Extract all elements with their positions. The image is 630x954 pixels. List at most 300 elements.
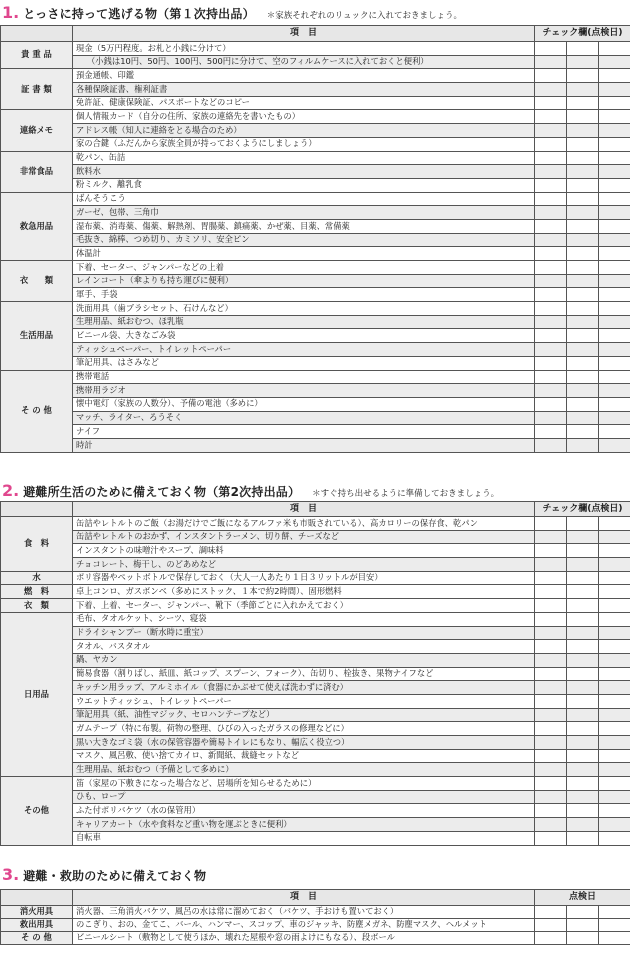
table-row	[1, 694, 630, 708]
item-cell: 時計	[73, 438, 535, 452]
check-cell[interactable]	[567, 653, 599, 667]
header-item: 項 目	[73, 26, 535, 42]
check-cell[interactable]	[535, 288, 567, 302]
item-cell: ティッシュペーパー、トイレットペーパー	[73, 343, 535, 357]
item-cell: 洗面用具（歯ブラシセット、石けんなど）	[73, 302, 535, 316]
check-cell[interactable]	[599, 694, 630, 708]
check-cell[interactable]	[599, 438, 630, 452]
table-row	[1, 247, 630, 261]
check-cell[interactable]	[599, 397, 630, 411]
check-cell[interactable]	[599, 585, 630, 599]
check-cell[interactable]	[599, 288, 630, 302]
item-cell: チョコレート、梅干し、のどあめなど	[73, 558, 535, 572]
check-cell[interactable]	[567, 411, 599, 425]
check-cell[interactable]	[599, 137, 630, 151]
check-cell[interactable]	[535, 530, 567, 544]
check-cell[interactable]	[567, 42, 599, 56]
check-cell[interactable]	[567, 919, 599, 932]
check-cell[interactable]	[567, 124, 599, 138]
check-cell[interactable]	[599, 42, 630, 56]
check-cell[interactable]	[599, 558, 630, 572]
item-cell: （小銭は10円、50円、100円、500円に分けて、空のフィルムケースに入れておくと便利）	[73, 55, 535, 69]
check-cell[interactable]	[599, 517, 630, 531]
table-row	[1, 356, 630, 370]
table-row	[1, 722, 630, 736]
item-cell: 各種保険証書、権利証書	[73, 83, 535, 97]
check-cell[interactable]	[599, 804, 630, 818]
check-cell[interactable]	[535, 708, 567, 722]
table-row	[1, 919, 630, 932]
check-cell[interactable]	[599, 571, 630, 585]
item-cell: 飲料水	[73, 165, 535, 179]
check-cell[interactable]	[567, 544, 599, 558]
check-cell[interactable]	[535, 722, 567, 736]
header-item: 項 目	[73, 502, 535, 517]
item-cell: 下着、上着、セーター、ジャンパー、靴下（季節ごとに入れかえておく）	[73, 599, 535, 613]
check-cell[interactable]	[567, 932, 599, 945]
table-row	[1, 438, 630, 452]
check-cell[interactable]	[599, 274, 630, 288]
check-cell[interactable]	[535, 233, 567, 247]
check-cell[interactable]	[535, 178, 567, 192]
table-row	[1, 530, 630, 544]
check-cell[interactable]	[567, 83, 599, 97]
section2-heading	[2, 481, 499, 499]
category-cell: そ の 他	[1, 932, 73, 945]
check-cell[interactable]	[535, 599, 567, 613]
check-cell[interactable]	[567, 804, 599, 818]
section3-heading	[2, 865, 206, 883]
item-cell: 自転車	[73, 831, 535, 845]
check-cell[interactable]	[599, 544, 630, 558]
item-cell: 懐中電灯（家族の人数分）、予備の電池（多めに）	[73, 397, 535, 411]
check-cell[interactable]	[535, 517, 567, 531]
category-cell: そ の 他	[1, 370, 73, 452]
category-cell: 衣 類	[1, 261, 73, 302]
item-cell: キッチン用ラップ、アルミホイル（食器にかぶせて使えば洗わずに済む）	[73, 681, 535, 695]
check-cell[interactable]	[567, 165, 599, 179]
category-cell: 食 料	[1, 517, 73, 572]
check-cell[interactable]	[599, 653, 630, 667]
check-cell[interactable]	[599, 722, 630, 736]
category-cell: 日用品	[1, 612, 73, 776]
section1-number: 1.	[2, 3, 20, 22]
item-cell: タオル、バスタオル	[73, 640, 535, 654]
header-check: チェック欄(点検日)	[535, 26, 630, 42]
check-cell[interactable]	[599, 165, 630, 179]
check-cell[interactable]	[535, 370, 567, 384]
check-cell[interactable]	[567, 517, 599, 531]
check-cell[interactable]	[535, 384, 567, 398]
item-cell: キャリアカート（水や食料など重い物を運ぶときに便利）	[73, 818, 535, 832]
check-cell[interactable]	[535, 804, 567, 818]
check-cell[interactable]	[535, 906, 567, 919]
check-cell[interactable]	[535, 544, 567, 558]
check-cell[interactable]	[599, 233, 630, 247]
item-cell: 粉ミルク、離乳食	[73, 178, 535, 192]
check-cell[interactable]	[567, 571, 599, 585]
item-cell: 軍手、手袋	[73, 288, 535, 302]
check-cell[interactable]	[535, 425, 567, 439]
table-row	[1, 831, 630, 845]
check-cell[interactable]	[567, 384, 599, 398]
check-cell[interactable]	[599, 640, 630, 654]
table-row	[1, 151, 630, 165]
table-row	[1, 790, 630, 804]
table-row	[1, 178, 630, 192]
check-cell[interactable]	[567, 178, 599, 192]
table-row	[1, 558, 630, 572]
item-cell: ひも、ロープ	[73, 790, 535, 804]
check-cell[interactable]	[599, 599, 630, 613]
check-cell[interactable]	[599, 83, 630, 97]
table-row	[1, 165, 630, 179]
item-cell: 家の合鍵（ふだんから家族全員が持っておくようにしましょう）	[73, 137, 535, 151]
check-cell[interactable]	[535, 151, 567, 165]
item-cell: 湿布薬、消毒薬、傷薬、解熱剤、胃腸薬、鎮痛薬、かぜ薬、目薬、常備薬	[73, 219, 535, 233]
table-header-row	[1, 26, 630, 42]
check-cell[interactable]	[535, 612, 567, 626]
check-cell[interactable]	[599, 777, 630, 791]
check-cell[interactable]	[567, 206, 599, 220]
check-cell[interactable]	[567, 288, 599, 302]
check-cell[interactable]	[535, 571, 567, 585]
table-row	[1, 192, 630, 206]
table-row	[1, 777, 630, 791]
check-cell[interactable]	[567, 219, 599, 233]
header-check: 点検日	[535, 890, 630, 906]
category-cell: 消火用具	[1, 906, 73, 919]
table-row	[1, 219, 630, 233]
check-cell[interactable]	[535, 558, 567, 572]
check-cell[interactable]	[567, 151, 599, 165]
category-cell: 衣 類	[1, 599, 73, 613]
check-cell[interactable]	[599, 626, 630, 640]
check-cell[interactable]	[567, 425, 599, 439]
item-cell: 現金（5万円程度。お札と小銭に分けて）	[73, 42, 535, 56]
check-cell[interactable]	[567, 274, 599, 288]
check-cell[interactable]	[599, 790, 630, 804]
item-cell: ガーゼ、包帯、三角巾	[73, 206, 535, 220]
check-cell[interactable]	[535, 653, 567, 667]
check-cell[interactable]	[567, 261, 599, 275]
check-cell[interactable]	[599, 178, 630, 192]
item-cell: 携帯電話	[73, 370, 535, 384]
section3-number: 3.	[2, 865, 20, 884]
check-cell[interactable]	[567, 585, 599, 599]
check-cell[interactable]	[599, 530, 630, 544]
check-cell[interactable]	[535, 69, 567, 83]
category-cell: 救出用具	[1, 919, 73, 932]
check-cell[interactable]	[567, 96, 599, 110]
check-cell[interactable]	[535, 274, 567, 288]
check-cell[interactable]	[535, 749, 567, 763]
check-cell[interactable]	[599, 343, 630, 357]
item-cell: 乾パン、缶詰	[73, 151, 535, 165]
category-cell: その他	[1, 777, 73, 845]
table-row	[1, 315, 630, 329]
item-cell: ポリ容器やペットボトルで保存しておく（大人一人あたり１日３リットルが目安）	[73, 571, 535, 585]
table-row	[1, 397, 630, 411]
check-cell[interactable]	[599, 315, 630, 329]
item-cell: マッチ、ライター、ろうそく	[73, 411, 535, 425]
header-check: チェック欄(点検日)	[535, 502, 630, 517]
check-cell[interactable]	[535, 329, 567, 343]
table-row	[1, 640, 630, 654]
check-cell[interactable]	[535, 438, 567, 452]
check-cell[interactable]	[535, 626, 567, 640]
check-cell[interactable]	[599, 736, 630, 750]
check-cell[interactable]	[535, 667, 567, 681]
check-cell[interactable]	[599, 124, 630, 138]
check-cell[interactable]	[567, 233, 599, 247]
check-cell[interactable]	[567, 329, 599, 343]
table-row	[1, 110, 630, 124]
item-cell: 筆記用具、はさみなど	[73, 356, 535, 370]
table-row	[1, 370, 630, 384]
check-cell[interactable]	[567, 558, 599, 572]
item-cell: アドレス帳（知人に連絡をとる場合のため）	[73, 124, 535, 138]
check-cell[interactable]	[599, 667, 630, 681]
check-cell[interactable]	[599, 612, 630, 626]
section2-number: 2.	[2, 481, 20, 500]
item-cell: 下着、セーター、ジャンパーなどの上着	[73, 261, 535, 275]
item-cell: 黒い大きなゴミ袋（水の保管容器や簡易トイレにもなり、幅広く役立つ）	[73, 736, 535, 750]
check-cell[interactable]	[567, 69, 599, 83]
check-cell[interactable]	[535, 124, 567, 138]
item-cell: 鍋、ヤカン	[73, 653, 535, 667]
check-cell[interactable]	[535, 247, 567, 261]
header-category	[1, 502, 73, 517]
table-header-row	[1, 890, 630, 906]
check-cell[interactable]	[599, 831, 630, 845]
check-cell[interactable]	[599, 247, 630, 261]
check-cell[interactable]	[535, 343, 567, 357]
check-cell[interactable]	[567, 694, 599, 708]
check-cell[interactable]	[599, 411, 630, 425]
section1-heading	[2, 3, 462, 21]
check-cell[interactable]	[599, 932, 630, 945]
item-cell: 個人情報カード（自分の住所、家族の連絡先を書いたもの）	[73, 110, 535, 124]
item-cell: ガムテープ（特に布製。荷物の整理、ひびの入ったガラスの修理などに）	[73, 722, 535, 736]
table-row	[1, 302, 630, 316]
check-cell[interactable]	[567, 708, 599, 722]
table-row	[1, 612, 630, 626]
check-cell[interactable]	[599, 110, 630, 124]
check-cell[interactable]	[535, 919, 567, 932]
check-cell[interactable]	[535, 736, 567, 750]
table-row	[1, 681, 630, 695]
category-cell: 生活用品	[1, 302, 73, 370]
check-cell[interactable]	[567, 397, 599, 411]
check-cell[interactable]	[535, 315, 567, 329]
check-cell[interactable]	[567, 343, 599, 357]
check-cell[interactable]	[567, 370, 599, 384]
item-cell: ばんそうこう	[73, 192, 535, 206]
item-cell: インスタントの味噌汁やスープ、調味料	[73, 544, 535, 558]
check-cell[interactable]	[535, 302, 567, 316]
check-cell[interactable]	[535, 397, 567, 411]
check-cell[interactable]	[535, 55, 567, 69]
item-cell: ふた付ポリバケツ（水の保管用）	[73, 804, 535, 818]
check-cell[interactable]	[535, 411, 567, 425]
check-cell[interactable]	[567, 530, 599, 544]
check-cell[interactable]	[535, 585, 567, 599]
check-cell[interactable]	[599, 356, 630, 370]
item-cell: 生理用品、紙おむつ、ほ乳瓶	[73, 315, 535, 329]
check-cell[interactable]	[535, 763, 567, 777]
check-cell[interactable]	[567, 667, 599, 681]
check-cell[interactable]	[535, 165, 567, 179]
table-row	[1, 736, 630, 750]
check-cell[interactable]	[599, 302, 630, 316]
check-cell[interactable]	[535, 831, 567, 845]
table-row	[1, 517, 630, 531]
item-cell: 体温計	[73, 247, 535, 261]
check-cell[interactable]	[535, 777, 567, 791]
check-cell[interactable]	[567, 831, 599, 845]
check-cell[interactable]	[599, 329, 630, 343]
table-row	[1, 708, 630, 722]
check-cell[interactable]	[599, 69, 630, 83]
category-cell: 貴 重 品	[1, 42, 73, 69]
check-cell[interactable]	[567, 736, 599, 750]
check-cell[interactable]	[599, 681, 630, 695]
table-header-row	[1, 502, 630, 517]
check-cell[interactable]	[599, 919, 630, 932]
item-cell: 筆記用具（紙、油性マジック、セロハンテープなど）	[73, 708, 535, 722]
check-cell[interactable]	[599, 192, 630, 206]
item-cell: 預金通帳、印鑑	[73, 69, 535, 83]
item-cell: 毛布、タオルケット、シーツ、寝袋	[73, 612, 535, 626]
check-cell[interactable]	[567, 763, 599, 777]
table-row	[1, 384, 630, 398]
item-cell: 免許証、健康保険証、パスポートなどのコピー	[73, 96, 535, 110]
section1-note: ＊家族それぞれのリュックに入れておきましょう。	[266, 11, 463, 21]
table-row	[1, 425, 630, 439]
check-cell[interactable]	[567, 137, 599, 151]
table-row	[1, 411, 630, 425]
check-cell[interactable]	[535, 219, 567, 233]
check-cell[interactable]	[535, 206, 567, 220]
check-cell[interactable]	[567, 722, 599, 736]
check-cell[interactable]	[535, 694, 567, 708]
check-cell[interactable]	[599, 818, 630, 832]
check-cell[interactable]	[599, 206, 630, 220]
section3-table	[0, 889, 630, 945]
check-cell[interactable]	[599, 96, 630, 110]
check-cell[interactable]	[535, 110, 567, 124]
check-cell[interactable]	[567, 110, 599, 124]
check-cell[interactable]	[535, 681, 567, 695]
check-cell[interactable]	[567, 790, 599, 804]
check-cell[interactable]	[535, 137, 567, 151]
check-cell[interactable]	[535, 640, 567, 654]
check-cell[interactable]	[567, 906, 599, 919]
table-row	[1, 233, 630, 247]
table-row	[1, 329, 630, 343]
check-cell[interactable]	[599, 708, 630, 722]
check-cell[interactable]	[599, 384, 630, 398]
check-cell[interactable]	[599, 763, 630, 777]
check-cell[interactable]	[567, 192, 599, 206]
table-row	[1, 288, 630, 302]
section2-note: ＊すぐ持ち出せるように準備しておきましょう。	[312, 489, 500, 499]
check-cell[interactable]	[535, 83, 567, 97]
item-cell: 缶詰やレトルトのご飯（お湯だけでご飯になるアルファ米も市販されている）、高カロリーの保存食、乾パン	[73, 517, 535, 531]
table-row	[1, 667, 630, 681]
check-cell[interactable]	[599, 261, 630, 275]
item-cell: 生理用品、紙おむつ（予備として多めに）	[73, 763, 535, 777]
check-cell[interactable]	[535, 356, 567, 370]
check-cell[interactable]	[567, 681, 599, 695]
check-cell[interactable]	[567, 438, 599, 452]
table-row	[1, 343, 630, 357]
section2-title: 避難所生活のために備えておく物（第2次持出品）	[23, 485, 301, 499]
check-cell[interactable]	[535, 192, 567, 206]
check-cell[interactable]	[535, 96, 567, 110]
item-cell: ビニールシート（敷物として使うほか、壊れた屋根や窓の雨よけにもなる）、段ボール	[73, 932, 535, 945]
section3-title: 避難・救助のために備えておく物	[23, 869, 207, 883]
check-cell[interactable]	[599, 151, 630, 165]
check-cell[interactable]	[535, 818, 567, 832]
check-cell[interactable]	[567, 315, 599, 329]
check-cell[interactable]	[567, 302, 599, 316]
table-row	[1, 818, 630, 832]
check-cell[interactable]	[599, 906, 630, 919]
table-row	[1, 906, 630, 919]
check-cell[interactable]	[535, 42, 567, 56]
check-cell[interactable]	[599, 425, 630, 439]
item-cell: ウエットティッシュ、トイレットペーパー	[73, 694, 535, 708]
check-cell[interactable]	[567, 640, 599, 654]
check-cell[interactable]	[567, 777, 599, 791]
check-cell[interactable]	[599, 219, 630, 233]
check-cell[interactable]	[567, 55, 599, 69]
section1-title: とっさに持って逃げる物（第１次持出品）	[23, 7, 255, 21]
check-cell[interactable]	[599, 370, 630, 384]
table-row	[1, 585, 630, 599]
check-cell[interactable]	[567, 247, 599, 261]
check-cell[interactable]	[567, 356, 599, 370]
item-cell: ナイフ	[73, 425, 535, 439]
table-row	[1, 599, 630, 613]
check-cell[interactable]	[535, 261, 567, 275]
table-row	[1, 804, 630, 818]
check-cell[interactable]	[567, 749, 599, 763]
check-cell[interactable]	[567, 818, 599, 832]
item-cell: ドライシャンプー（断水時に重宝）	[73, 626, 535, 640]
check-cell[interactable]	[535, 932, 567, 945]
category-cell: 証 書 類	[1, 69, 73, 110]
check-cell[interactable]	[599, 749, 630, 763]
table-row	[1, 274, 630, 288]
check-cell[interactable]	[567, 626, 599, 640]
table-row	[1, 749, 630, 763]
check-cell[interactable]	[599, 55, 630, 69]
item-cell: 携帯用ラジオ	[73, 384, 535, 398]
section2-table	[0, 501, 630, 846]
table-row	[1, 206, 630, 220]
check-cell[interactable]	[567, 599, 599, 613]
category-cell: 水	[1, 571, 73, 585]
table-row	[1, 124, 630, 138]
category-cell: 非常食品	[1, 151, 73, 192]
check-cell[interactable]	[535, 790, 567, 804]
item-cell: 笛（家屋の下敷きになった場合など、居場所を知らせるために）	[73, 777, 535, 791]
check-cell[interactable]	[567, 612, 599, 626]
table-row	[1, 55, 630, 69]
